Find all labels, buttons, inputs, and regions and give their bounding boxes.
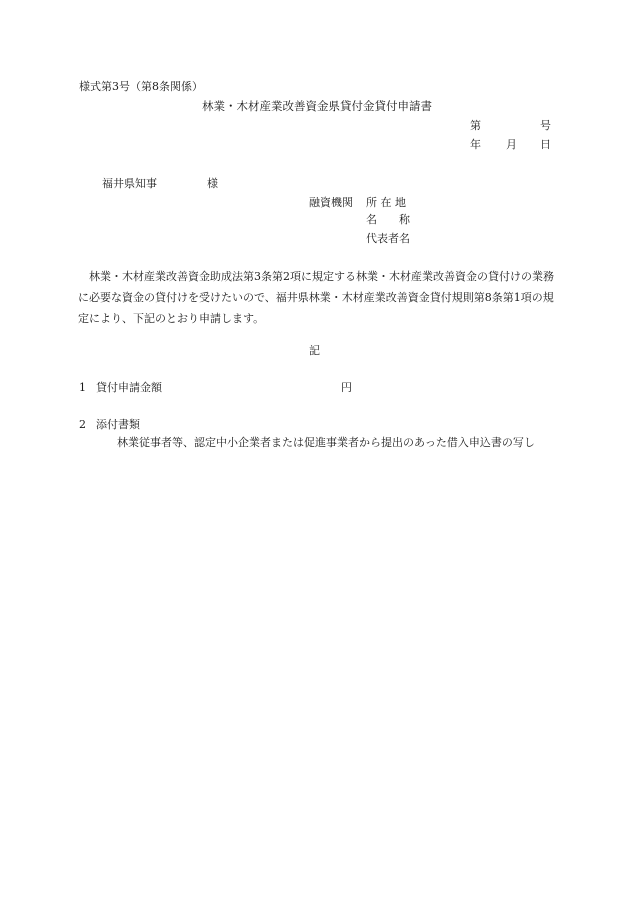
ki-heading: 記: [309, 344, 320, 357]
item-1-label: 貸付申請金額: [96, 381, 162, 394]
date-month: 月: [506, 138, 517, 151]
reference-number-prefix: 第: [470, 119, 481, 132]
item-2-detail: 林業従事者等、認定中小企業者または促進事業者から提出のあった借入申込書の写し: [117, 436, 535, 449]
applicant-org-label: 融資機関: [309, 196, 353, 209]
addressee-name: 福井県知事: [102, 177, 157, 190]
date-day: 日: [540, 138, 551, 151]
body-paragraph-text: 林業・木材産業改善資金助成法第3条第2項に規定する林業・木材産業改善資金の貸付けの業務に必要な資金の貸付けを受けたいので、福井県林業・木材産業改善資金貸付規則第8条第1項の規定により、下記のとおり申請します。: [78, 270, 554, 325]
item-1-unit: 円: [341, 381, 352, 394]
body-paragraph: [78, 266, 558, 329]
applicant-address-label: 所 在 地: [366, 196, 406, 209]
item-2-label: 添付書類: [96, 418, 140, 431]
form-number: 様式第3号（第8条関係）: [79, 80, 203, 93]
date-year: 年: [470, 138, 481, 151]
item-1-number: 1: [79, 381, 86, 394]
document-title: 林業・木材産業改善資金県貸付金貸付申請書: [202, 99, 432, 113]
addressee-honorific: 様: [207, 177, 218, 190]
applicant-name-label: 名 称: [366, 213, 410, 226]
applicant-rep-label: 代表者名: [366, 232, 410, 245]
item-2-number: 2: [79, 418, 86, 431]
reference-number-suffix: 号: [540, 119, 551, 132]
